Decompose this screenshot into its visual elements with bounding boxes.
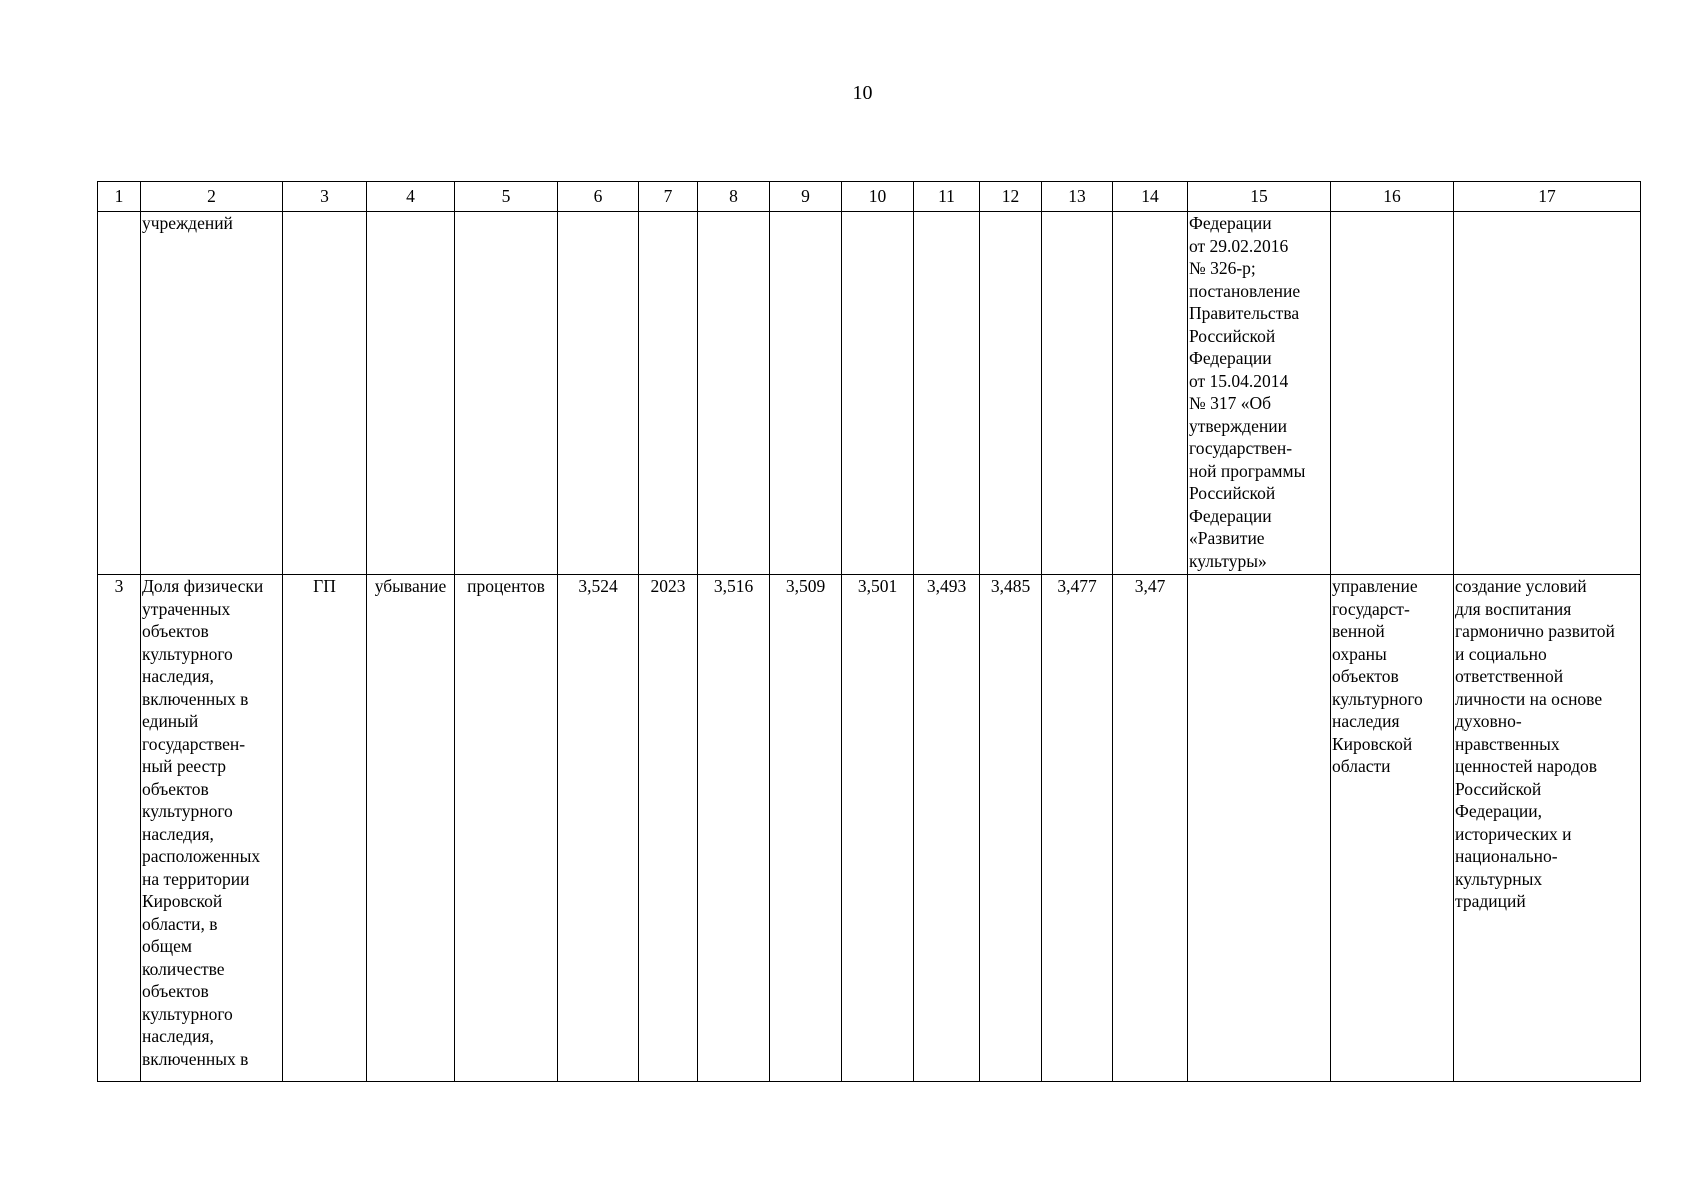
table-row bbox=[98, 575, 1641, 1082]
column-number: 15 bbox=[1188, 182, 1331, 212]
column-number: 4 bbox=[367, 182, 455, 212]
indicator-type-cell: ГП bbox=[283, 575, 367, 1082]
row-number-cell: 3 bbox=[98, 575, 141, 1082]
column-number: 7 bbox=[639, 182, 698, 212]
column-number: 9 bbox=[770, 182, 842, 212]
column-number: 3 bbox=[283, 182, 367, 212]
value-cell: 3,47 bbox=[1113, 575, 1188, 1082]
table-cell bbox=[842, 212, 914, 575]
responsible-cell bbox=[1331, 212, 1454, 575]
indicators-table bbox=[97, 181, 1641, 1082]
table-cell bbox=[367, 212, 455, 575]
column-number: 1 bbox=[98, 182, 141, 212]
indicator-name-cell: Доля физически утраченных объектов культурного наследия, включенных в единый государствен- ный реестр объектов культурного наследия, расположенных на территории Кировской области, в общем количестве объектов культурного наследия, включенных в bbox=[141, 575, 283, 1082]
table-cell bbox=[770, 212, 842, 575]
value-cell: 3,493 bbox=[914, 575, 980, 1082]
table-row bbox=[98, 212, 1641, 575]
indicator-name-cell: учреждений bbox=[141, 212, 283, 575]
value-cell: 3,516 bbox=[698, 575, 770, 1082]
goal-cell bbox=[1454, 212, 1641, 575]
base-year-cell: 2023 bbox=[639, 575, 698, 1082]
column-number: 11 bbox=[914, 182, 980, 212]
column-number: 5 bbox=[455, 182, 558, 212]
goal-cell: создание условий для воспитания гармонично развитой и социально ответственной личности на основе духовно- нравственных ценностей народов Российской Федерации, исторических и национально- культурных традиций bbox=[1454, 575, 1641, 1082]
trend-cell: убывание bbox=[367, 575, 455, 1082]
value-cell: 3,485 bbox=[980, 575, 1042, 1082]
column-number: 12 bbox=[980, 182, 1042, 212]
column-number: 10 bbox=[842, 182, 914, 212]
table-cell bbox=[558, 212, 639, 575]
table-cell bbox=[698, 212, 770, 575]
column-number: 14 bbox=[1113, 182, 1188, 212]
page-number: 10 bbox=[852, 82, 873, 104]
table-cell bbox=[914, 212, 980, 575]
column-number: 13 bbox=[1042, 182, 1113, 212]
column-number: 6 bbox=[558, 182, 639, 212]
column-number: 16 bbox=[1331, 182, 1454, 212]
column-number: 17 bbox=[1454, 182, 1641, 212]
table-cell bbox=[455, 212, 558, 575]
responsible-cell: управление государст- венной охраны объектов культурного наследия Кировской области bbox=[1331, 575, 1454, 1082]
table-cell bbox=[1113, 212, 1188, 575]
column-numbers-row bbox=[98, 182, 1641, 212]
table-cell bbox=[639, 212, 698, 575]
base-value-cell: 3,524 bbox=[558, 575, 639, 1082]
table-cell bbox=[980, 212, 1042, 575]
column-number: 8 bbox=[698, 182, 770, 212]
unit-cell: процентов bbox=[455, 575, 558, 1082]
table-cell bbox=[1042, 212, 1113, 575]
value-cell: 3,509 bbox=[770, 575, 842, 1082]
row-number-cell bbox=[98, 212, 141, 575]
value-cell: 3,501 bbox=[842, 575, 914, 1082]
legal-basis-cell: Федерации от 29.02.2016 № 326-р; постановление Правительства Российской Федерации от 15.04.2014 № 317 «Об утверждении государствен- ной программы Российской Федерации «Развитие культуры» bbox=[1188, 212, 1331, 575]
legal-basis-cell bbox=[1188, 575, 1331, 1082]
column-number: 2 bbox=[141, 182, 283, 212]
table-cell bbox=[283, 212, 367, 575]
value-cell: 3,477 bbox=[1042, 575, 1113, 1082]
